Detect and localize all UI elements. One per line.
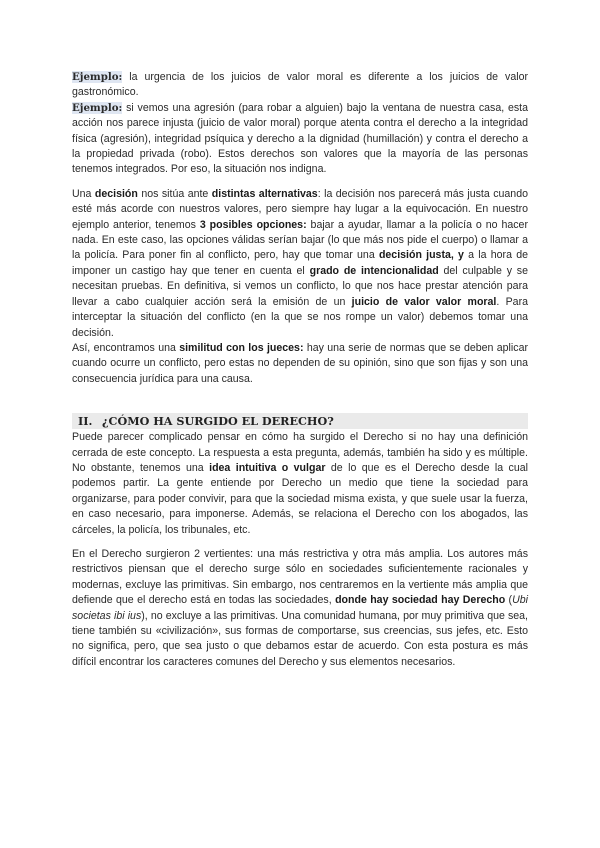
document-page <box>72 70 528 670</box>
text-run: bajar a ayudar, llamar a la policía o no hacer nada. En este caso, las opciones válidas serían bajar (lo que más nos pide el cuerpo) o llamar a la policía. Para poner fin al conflicto, pero, hay que tomar una <box>72 218 528 262</box>
origin-paragraph <box>72 430 528 538</box>
bold-run: donde hay sociedad hay Derecho <box>335 594 506 607</box>
example-paragraph-1 <box>72 70 528 101</box>
example-text: si vemos una agresión (para robar a alguien) bajo la ventana de nuestra casa, esta acción nos parece injusta (juicio de valor moral) porque atenta contra el derecho a la integridad física (agresión), integridad psíquica y derecho a la dignidad (humillación) y contra el derecho a la propiedad privada (robo). Estos derechos son valores que la mayoría de las personas tenemos integrados. Por eso, la situación nos indigna. <box>72 101 528 176</box>
text-run: del culpable y se necesitan pruebas. En definitiva, si vemos un conflicto, lo que nos hace prestar atención para llevar a cabo cualquier acción será la emisión de un <box>72 264 528 308</box>
text-run: ), no excluye a las primitivas. Una comunidad humana, por muy primitiva que sea, tiene también su «civilización», sus formas de comportarse, sus creencias, sus jefes, etc. Esto no significa, pero, que sea justo o que debamos estar de acuerdo. Con esta postura es más difícil encontrar los caracteres comunes del Derecho y sus elementos necesarios. <box>72 609 529 668</box>
section-heading <box>72 413 528 429</box>
example-paragraph-2 <box>72 101 528 178</box>
bold-run: decisión <box>94 187 138 200</box>
section-number: II. <box>78 414 93 429</box>
judges-paragraph <box>72 341 528 387</box>
bold-run: distintas alternativas <box>211 187 318 200</box>
bold-run: idea intuitiva o vulgar <box>209 461 326 474</box>
text-run: Así, encontramos una <box>72 341 180 354</box>
decision-paragraph <box>72 187 528 341</box>
text-run: . Para interceptar la situación del conflicto (en la que se nos rompe un valor) debemos tomar una decisión. <box>72 295 528 339</box>
text-run: : la decisión nos parecerá más justa cuando esté más acorde con nuestros valores, pero siempre hay lugar a la equivocación. En nuestro ejemplo anterior, tenemos <box>72 187 528 231</box>
example-label: Ejemplo: <box>72 101 123 114</box>
text-run: de lo que es el Derecho desde la cual podemos partir. La gente entiende por Derecho un medio que tiene la sociedad para organizarse, para poder convivir, para que la sociedad misma exista, y que suele usar la fuerza, en caso necesario, para imponerse. Además, se relaciona el Derecho con los abogados, las cárceles, la policía, los tribunales, etc. <box>72 461 528 536</box>
text-run: Una <box>72 187 95 200</box>
italic-run: Ubi societas ibi ius <box>72 594 528 622</box>
vertientes-paragraph <box>72 547 528 670</box>
text-run: Puede parecer complicado pensar en cómo ha surgido el Derecho si no hay una definición cerrada de este concepto. La respuesta a esta pregunta, además, también ha sido y es múltiple. No obstante, tenemos una <box>72 431 528 474</box>
bold-run: juicio de valor valor moral <box>351 295 497 308</box>
bold-run: grado de intencionalidad <box>309 264 439 277</box>
bold-run: similitud con los jueces: <box>179 341 304 354</box>
text-run: hay una serie de normas que se deben aplicar cuando ocurre un conflicto, pero estas no dependen de su opinión, sino que son fijas y son una consecuencia jurídica para una causa. <box>72 341 528 385</box>
bold-run: 3 posibles opciones: <box>199 218 307 231</box>
text-run: nos sitúa ante <box>137 187 212 200</box>
example-text: la urgencia de los juicios de valor moral es diferente a los juicios de valor gastronómico. <box>72 71 528 99</box>
text-run: ( <box>505 594 513 607</box>
bold-run: decisión justa, y <box>378 249 464 262</box>
example-label: Ejemplo: <box>72 71 123 83</box>
section-title: ¿CÓMO HA SURGIDO EL DERECHO? <box>102 414 334 429</box>
text-run: a la hora de imponer un castigo hay que tener en cuenta el <box>72 249 528 277</box>
text-run: En el Derecho surgieron 2 vertientes: una más restrictiva y otra más amplia. Los autores más restrictivos piensan que el derecho surge sólo en sociedades suficientemente racionales y modernas, excluye las primitivas. Sin embargo, nos centraremos en la vertiente más amplia que defiende que el derecho está en todas las sociedades, <box>72 547 528 607</box>
